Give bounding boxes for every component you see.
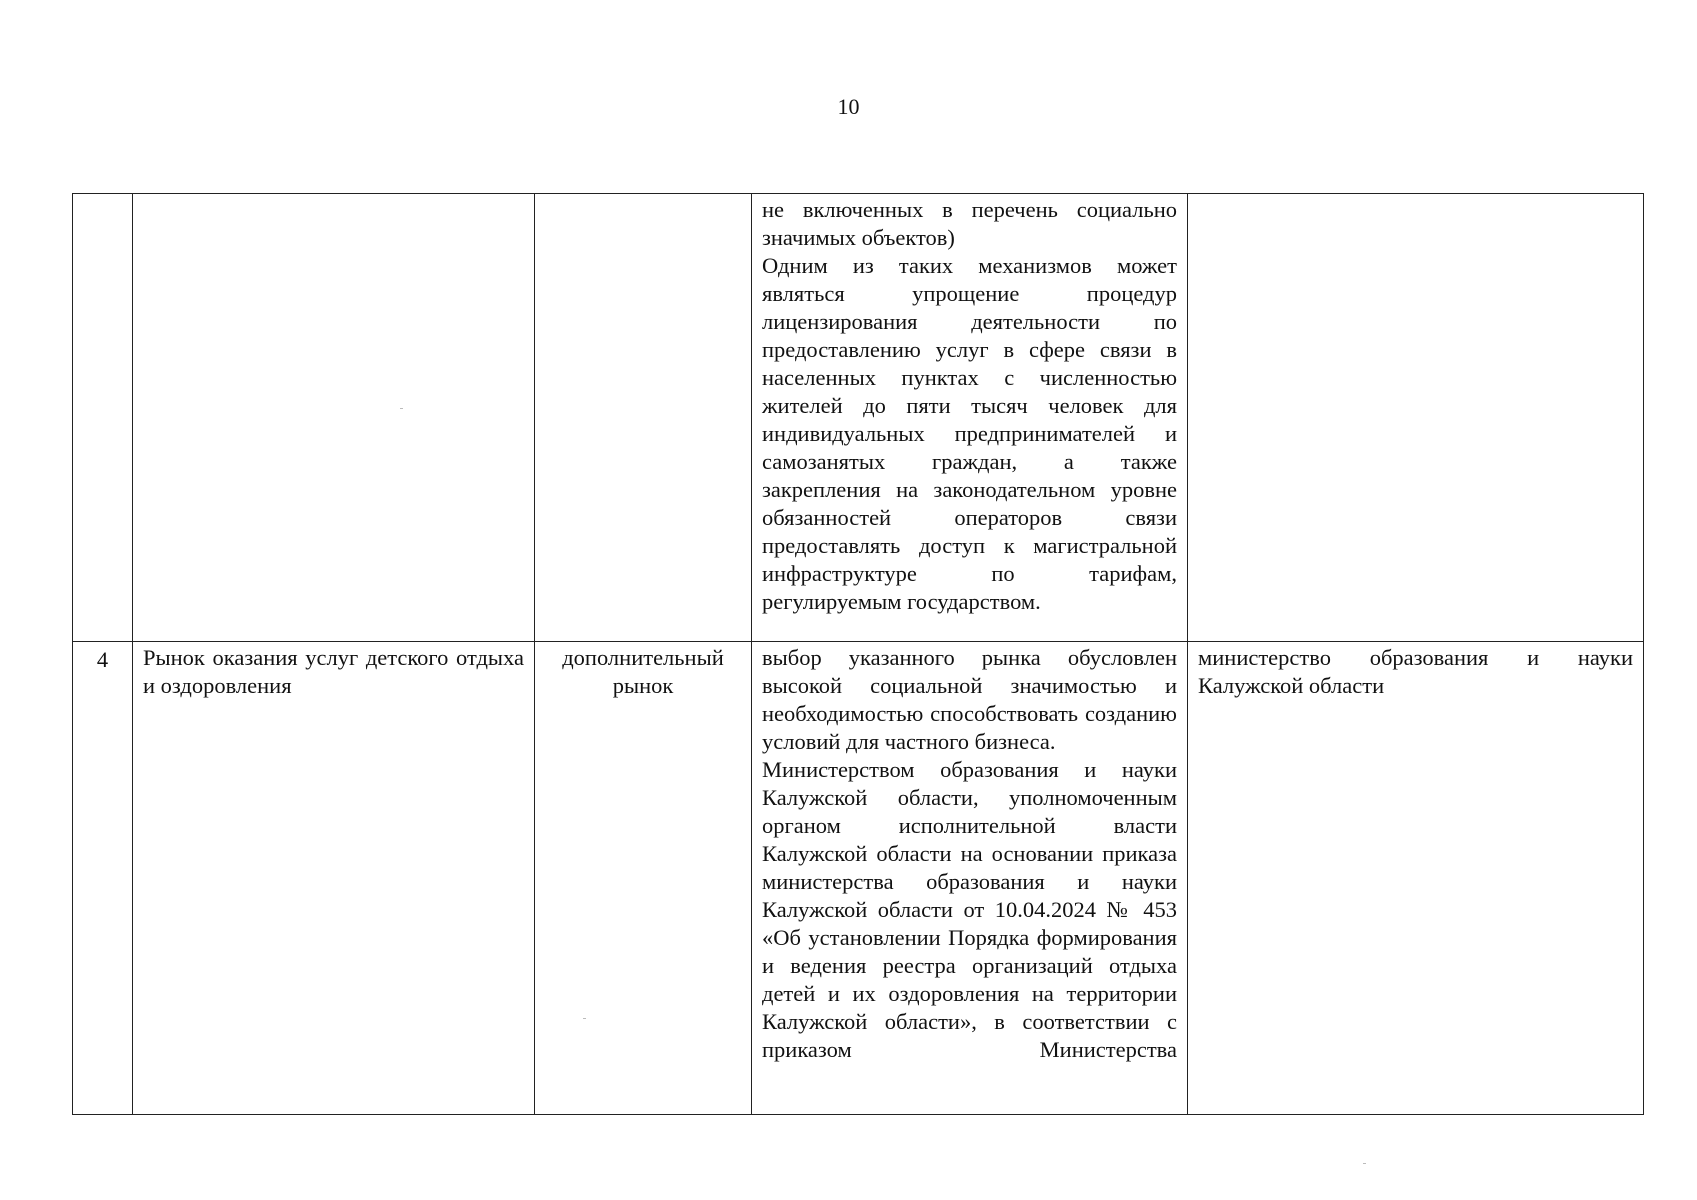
row-number-cell bbox=[73, 194, 133, 642]
market-type-cell bbox=[535, 194, 752, 642]
table-row bbox=[73, 194, 1644, 642]
scan-speck bbox=[583, 1018, 586, 1019]
market-type-cell: дополнительный рынок bbox=[535, 642, 752, 1115]
justification-paragraph: не включенных в перечень социально значимых объектов) bbox=[762, 197, 1177, 250]
scan-speck bbox=[400, 408, 403, 409]
justification-paragraph: Одним из таких механизмов может являться упрощение процедур лицензирования деятельности по предоставлению услуг в сфере связи в населенных пунктах с численностью жителей до пяти тысяч человек для индивидуальных предпринимателей и самозанятых граждан, а также закрепления на законодательном уровне обязанностей операторов связи предоставлять доступ к магистральной инфраструктуре по тарифам, регулируемым государством. bbox=[762, 253, 1177, 614]
market-name-cell bbox=[133, 194, 535, 642]
scan-speck bbox=[1363, 1163, 1366, 1164]
row-number-cell: 4 bbox=[73, 642, 133, 1115]
justification-paragraph: выбор указанного рынка обусловлен высокой социальной значимостью и необходимостью способствовать созданию условий для частного бизнеса. bbox=[762, 645, 1177, 754]
responsible-cell: министерство образования и науки Калужской области bbox=[1188, 642, 1644, 1115]
justification-cell bbox=[752, 194, 1188, 642]
table-row bbox=[73, 642, 1644, 1115]
market-name-cell: Рынок оказания услуг детского отдыха и оздоровления bbox=[133, 642, 535, 1115]
page-number: 10 bbox=[837, 94, 860, 119]
justification-paragraph: Министерством образования и науки Калужской области, уполномоченным органом исполнительной власти Калужской области на основании приказа министерства образования и науки Калужской области от 10.04.2024 № 453 «Об установлении Порядка формирования и ведения реестра организаций отдыха детей и их оздоровления на территории Калужской области», в соответствии с приказом Министерства bbox=[762, 757, 1177, 1062]
document-table bbox=[72, 193, 1644, 1115]
justification-cell bbox=[752, 642, 1188, 1115]
responsible-cell bbox=[1188, 194, 1644, 642]
